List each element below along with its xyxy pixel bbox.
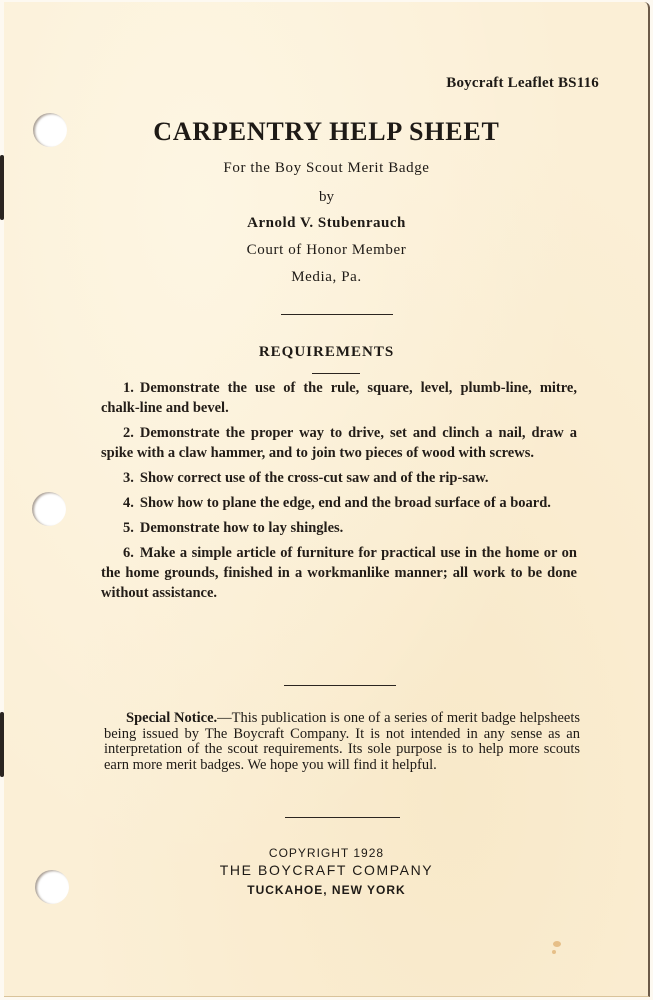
requirement-text: Make a simple article of furniture for practical use in the home or on the home grounds, finished in a workmanlike manner; all work to be done without assistance. xyxy=(101,545,577,601)
author-role: Court of Honor Member xyxy=(246,242,407,258)
requirement-number: 6. xyxy=(123,545,134,561)
requirement-text: Show how to plane the edge, end and the broad surface of a board. xyxy=(139,495,551,511)
requirement-text: Demonstrate the proper way to drive, set and clinch a nail, draw a spike with a claw hammer, and to join two pieces of wood with screws. xyxy=(101,425,577,461)
heading-underline xyxy=(312,373,360,374)
copyright-line: COPYRIGHT 1928 xyxy=(268,846,385,860)
leaflet-id: Boycraft Leaflet BS116 xyxy=(446,75,599,91)
byline-by: by xyxy=(319,189,334,205)
requirement-number: 4. xyxy=(123,495,134,511)
requirement-item xyxy=(101,468,577,488)
requirement-number: 3. xyxy=(123,470,134,486)
paper-stain xyxy=(553,941,561,947)
author-place: Media, Pa. xyxy=(291,269,362,285)
publisher-location: TUCKAHOE, NEW YORK xyxy=(247,883,406,897)
publisher-name: THE BOYCRAFT COMPANY xyxy=(219,862,434,878)
binding-staple-bottom xyxy=(0,712,4,777)
requirement-item xyxy=(101,543,577,603)
requirement-text: Demonstrate the use of the rule, square, level, plumb-line, mitre, chalk-line and bevel. xyxy=(101,380,577,416)
divider-rule xyxy=(284,685,396,686)
requirements-heading: REQUIREMENTS xyxy=(258,344,395,360)
requirement-item xyxy=(101,378,577,418)
requirement-text: Show correct use of the cross-cut saw and of the rip-saw. xyxy=(139,470,489,486)
requirement-number: 2. xyxy=(123,425,134,441)
notice-text: —This publication is one of a series of merit badge helpsheets being issued by The Boycraft Company. It is not intended in any sense as an interpretation of the scout requirements. Its sole purpose is to help more scouts earn more merit badges. We hope you will find it helpful. xyxy=(104,710,580,773)
document-subtitle: For the Boy Scout Merit Badge xyxy=(223,160,430,176)
requirement-number: 1. xyxy=(123,380,134,396)
divider-rule xyxy=(285,817,400,818)
requirement-item xyxy=(101,518,577,538)
author-name: Arnold V. Stubenrauch xyxy=(247,215,406,231)
divider-rule xyxy=(281,314,393,315)
document-title: CARPENTRY HELP SHEET xyxy=(153,117,500,146)
notice-lead: Special Notice. xyxy=(126,710,218,726)
special-notice xyxy=(104,711,580,773)
requirement-item xyxy=(101,493,577,513)
requirement-number: 5. xyxy=(123,520,134,536)
requirement-item xyxy=(101,423,577,463)
punch-hole-middle xyxy=(32,492,66,526)
paper-stain xyxy=(552,950,556,954)
requirement-text: Demonstrate how to lay shingles. xyxy=(139,520,344,536)
requirements-list xyxy=(101,378,577,608)
